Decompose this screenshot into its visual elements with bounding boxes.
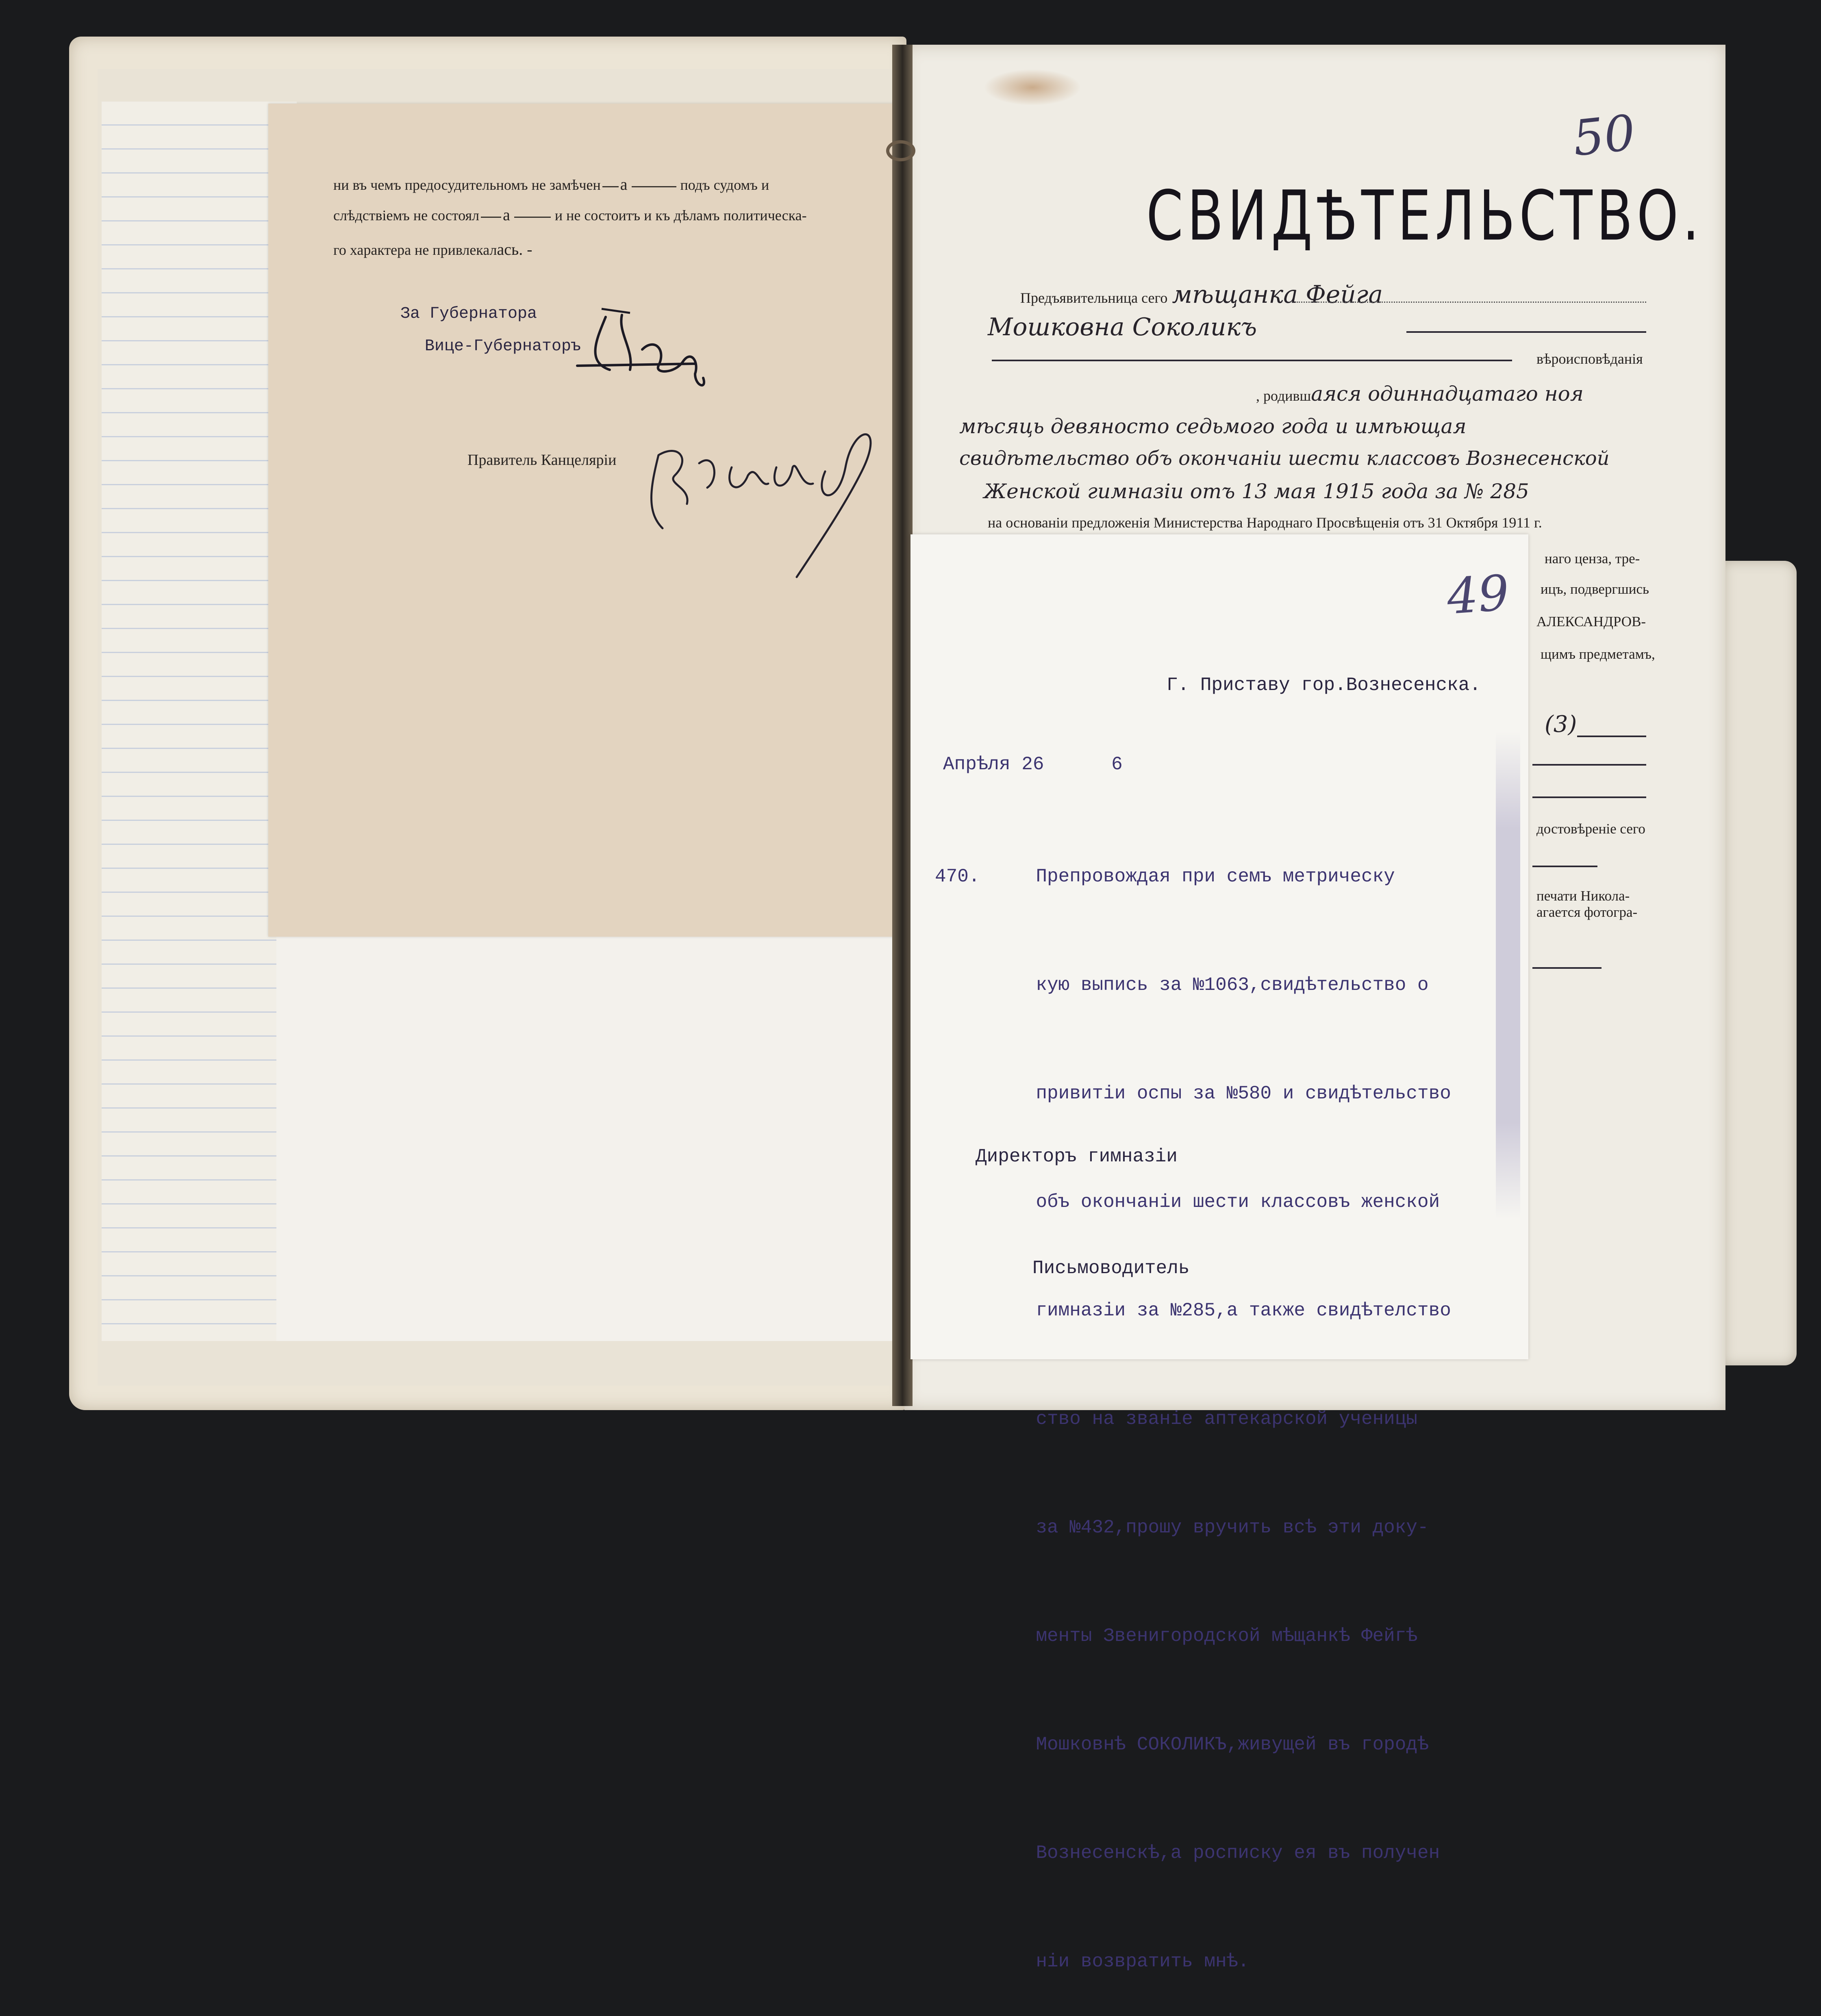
cert-line-7-handwritten: Женской гимназіи отъ 13 мая 1915 года за № 285 — [984, 480, 1529, 503]
memo-body-line: Мошковнѣ СОКОЛИКЪ,живущей въ городѣ — [935, 1734, 1429, 1755]
residual-line: агается фотогра- — [1536, 904, 1638, 920]
binding-thread — [886, 140, 915, 161]
residual-line: печати Никола- — [1536, 888, 1630, 904]
left-line-2-part-a: слѣдствіемъ не состоял — [333, 207, 480, 224]
cert-line-1-handwritten: мѣщанка Фейга — [1172, 280, 1383, 309]
ink-strike — [1532, 764, 1646, 766]
cert-line-6-handwritten: свидѣтельство объ окончаніи шести классовъ Вознесенской — [959, 447, 1610, 470]
vice-governor-label: Вице-Губернаторъ — [425, 337, 581, 356]
memo-body — [935, 786, 1530, 2016]
memo-body-line: ніи возвратить мнѣ. — [935, 1951, 1249, 1972]
ink-strike — [1406, 331, 1646, 333]
memo-body-line: Вознесенскѣ,а росписку ея въ получен — [935, 1842, 1440, 1864]
right-page-edges — [1723, 561, 1797, 1365]
ink-strike — [1532, 866, 1597, 867]
book-spine — [892, 45, 913, 1406]
memo-archive-number: 49 — [1445, 564, 1511, 626]
left-line-1-fill: а — [620, 175, 628, 193]
cert-line-1-printed: Предъявительница сего — [1020, 290, 1168, 306]
governor-label: За Губернатора — [400, 305, 537, 323]
archive-page-number: 50 — [1570, 104, 1638, 167]
memo-body-line: ство на званіе аптекарской ученицы — [935, 1408, 1417, 1430]
left-text-line-3 — [333, 240, 532, 259]
residual-line: щимъ предметамъ, — [1541, 646, 1655, 662]
certificate-title: СВИДѢТЕЛЬСТВО. — [1146, 176, 1704, 256]
blank-line — [481, 217, 501, 218]
cert-line-1 — [1020, 280, 1383, 309]
left-line-1-part-b: подъ судомъ и — [680, 177, 769, 193]
ink-strike — [1532, 796, 1646, 798]
memo-addressee: Г. Приставу гор.Вознесенска. — [1167, 675, 1481, 696]
ink-strike — [992, 360, 1512, 361]
chancellery-signature — [634, 406, 894, 581]
left-line-3-part-a: го характера не привлекал — [333, 242, 497, 258]
chancellery-ruler-label: Правитель Канцеляріи — [467, 451, 617, 469]
vice-governor-signature — [561, 301, 756, 394]
memo-body-line: кую выпись за №1063,свидѣтельство о — [935, 974, 1429, 996]
residual-line: наго ценза, тре- — [1545, 551, 1640, 566]
ink-strike — [1532, 967, 1602, 969]
residual-line: АЛЕКСАНДРОВ- — [1536, 614, 1646, 629]
blank-line — [514, 217, 551, 218]
memo-director-signature-label: Директоръ гимназіи — [976, 1146, 1178, 1167]
memo-body-line: менты Звенигородской мѣщанкѣ Фейгѣ — [935, 1625, 1417, 1647]
ink-strike — [1577, 736, 1646, 737]
residual-line: достовѣреніе сего — [1536, 821, 1645, 837]
cert-line-3-printed: вѣроисповѣданія — [1536, 351, 1643, 367]
blank-line — [602, 186, 619, 187]
residual-line: ицъ, подвергшись — [1541, 581, 1649, 597]
cert-line-4-printed: , родивш — [1256, 388, 1311, 404]
left-line-2-part-b: и не состоитъ и къ дѣламъ политическа- — [554, 207, 807, 224]
cert-line-8-printed: на основаніи предложенія Министерства Народнаго Просвѣщенія отъ 31 Октября 1911 г. — [988, 514, 1542, 531]
lined-sheet — [102, 102, 297, 1341]
left-bottom-sheet — [276, 935, 906, 1341]
left-line-1-part-a: ни въ чемъ предосудительномъ не замѣчен — [333, 177, 601, 193]
memo-date: Апрѣля 26 6 — [943, 754, 1123, 775]
memo-body-line: за №432,прошу вручить всѣ эти доку- — [935, 1517, 1429, 1538]
memo-body-line: гимназіи за №285,а также свидѣтелство — [935, 1300, 1451, 1321]
left-text-line-2 — [333, 205, 807, 224]
left-line-3-part-b: ась. - — [497, 240, 532, 258]
left-text-line-1 — [333, 175, 769, 194]
fill-line — [1297, 302, 1646, 303]
cert-line-2-handwritten: Мошковна Соколикъ — [988, 313, 1257, 341]
cert-line-5-handwritten: мѣсяць девяносто седьмого года и имѣющая — [959, 414, 1467, 438]
blank-line — [632, 186, 676, 187]
paper-stain — [984, 69, 1081, 106]
cert-line-4 — [1256, 382, 1584, 406]
memo-body-line: привитіи оспы за №580 и свидѣтельство — [935, 1083, 1451, 1104]
memo-body-line: 470. Препровождая при семъ метрическу — [935, 866, 1395, 887]
memo-clerk-label: Письмоводитель — [1032, 1258, 1190, 1279]
memo-body-line: объ окончаніи шести классовъ женской — [935, 1191, 1440, 1213]
residual-line: (3) — [1545, 711, 1577, 738]
cert-line-4-handwritten: аяся одиннадцатаго ноя — [1311, 382, 1584, 406]
left-line-2-fill: а — [503, 206, 510, 224]
